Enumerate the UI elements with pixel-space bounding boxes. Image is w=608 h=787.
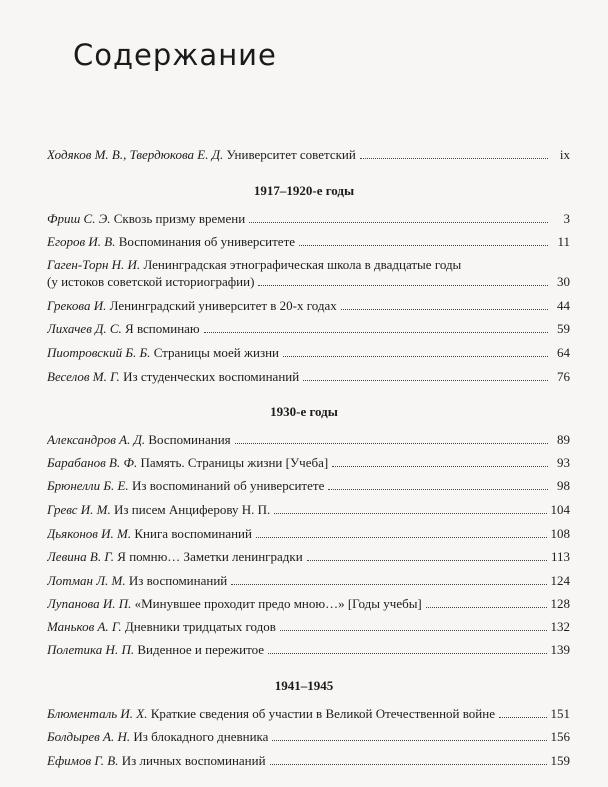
entry-title: «Минувшее проходит предо мною…» [Годы учебы] bbox=[134, 596, 422, 611]
leader-dots bbox=[299, 245, 548, 246]
entry-author: Пиотровский Б. Б. bbox=[47, 345, 151, 360]
entry-title: Дневники тридцатых годов bbox=[124, 619, 276, 634]
toc-entry[interactable] bbox=[47, 210, 570, 227]
entry-title: Из блокадного дневника bbox=[133, 729, 269, 744]
entry-author: Гревс И. М. bbox=[47, 502, 111, 517]
entry-author: Гаген-Торн Н. И. bbox=[47, 257, 141, 272]
entry-title: Из личных воспоминаний bbox=[121, 753, 266, 768]
entry-page: 139 bbox=[550, 642, 570, 657]
leader-dots bbox=[204, 332, 548, 333]
entry-title: Я помню… Заметки ленинградки bbox=[117, 549, 303, 564]
entry-author: Грекова И. bbox=[47, 298, 107, 313]
toc-entry[interactable] bbox=[47, 368, 570, 385]
leader-dots bbox=[258, 285, 548, 286]
leader-dots bbox=[256, 537, 547, 538]
entry-author: Лихачев Д. С. bbox=[47, 321, 122, 336]
entry-page: 93 bbox=[557, 455, 570, 470]
entry-page: 76 bbox=[557, 369, 570, 384]
entry-author: Ефимов Г. В. bbox=[47, 753, 119, 768]
entry-author: Блюменталь И. Х. bbox=[47, 706, 148, 721]
entry-page: 128 bbox=[550, 596, 570, 611]
leader-dots bbox=[303, 380, 548, 381]
entry-author: Левина В. Г. bbox=[47, 549, 115, 564]
toc-entry[interactable] bbox=[47, 572, 570, 589]
toc-entry[interactable] bbox=[47, 728, 570, 745]
entry-title: Краткие сведения об участии в Великой Отечественной войне bbox=[150, 706, 495, 721]
leader-dots bbox=[328, 489, 548, 490]
entry-author: Лупанова И. П. bbox=[47, 596, 132, 611]
entry-title: Из писем Анциферову Н. П. bbox=[114, 502, 271, 517]
toc-entry[interactable] bbox=[47, 641, 570, 658]
entry-author: Барабанов В. Ф. bbox=[47, 455, 138, 470]
entry-page: 64 bbox=[557, 345, 570, 360]
toc-entry[interactable] bbox=[47, 705, 570, 722]
entry-page: 11 bbox=[557, 234, 570, 249]
entry-page: 98 bbox=[557, 478, 570, 493]
entry-page: 44 bbox=[557, 298, 570, 313]
leader-dots bbox=[272, 740, 546, 741]
entry-title: Ленинградская этнографическая школа в двадцатые годы bbox=[143, 257, 462, 272]
leader-dots bbox=[341, 309, 548, 310]
leader-dots bbox=[235, 443, 548, 444]
entry-author: Егоров И. В. bbox=[47, 234, 116, 249]
toc-entry[interactable] bbox=[47, 525, 570, 542]
entry-title: Память. Страницы жизни [Учеба] bbox=[140, 455, 329, 470]
entry-title: Из воспоминаний об университете bbox=[131, 478, 325, 493]
toc-entry[interactable] bbox=[47, 431, 570, 448]
toc-entry[interactable] bbox=[47, 344, 570, 361]
toc-entry[interactable] bbox=[47, 256, 570, 290]
entry-author: Полетика Н. П. bbox=[47, 642, 135, 657]
leader-dots bbox=[231, 584, 546, 585]
toc-entry[interactable] bbox=[47, 548, 570, 565]
leader-dots bbox=[270, 764, 547, 765]
entry-page: 113 bbox=[550, 549, 570, 564]
entry-author: Ходяков М. В., Твердюкова Е. Д. bbox=[47, 147, 224, 162]
toc-entry-intro[interactable] bbox=[47, 146, 570, 163]
entry-title: Из воспоминаний bbox=[128, 573, 228, 588]
section-heading-1941: 1941–1945 bbox=[274, 678, 334, 693]
entry-author: Болдырев А. Н. bbox=[47, 729, 131, 744]
entry-page: 159 bbox=[550, 753, 570, 768]
toc-entry[interactable] bbox=[47, 320, 570, 337]
entry-title: Воспоминания bbox=[148, 432, 231, 447]
leader-dots bbox=[307, 560, 547, 561]
toc-entry[interactable] bbox=[47, 501, 570, 518]
toc-entry[interactable] bbox=[47, 454, 570, 471]
entry-page: 59 bbox=[557, 321, 570, 336]
entry-author: Брюнелли Б. Е. bbox=[47, 478, 129, 493]
entry-page: 89 bbox=[557, 432, 570, 447]
entry-page: 104 bbox=[550, 502, 570, 517]
toc-entry[interactable] bbox=[47, 233, 570, 250]
entry-page: ix bbox=[559, 147, 570, 162]
leader-dots bbox=[360, 158, 548, 159]
entry-author: Дьяконов И. М. bbox=[47, 526, 132, 541]
entry-title: Страницы моей жизни bbox=[153, 345, 280, 360]
toc-entry[interactable] bbox=[47, 297, 570, 314]
entry-title-continued: (у истоков советской историографии) bbox=[47, 274, 255, 289]
entry-title: Из студенческих воспоминаний bbox=[123, 369, 300, 384]
entry-page: 3 bbox=[563, 211, 570, 226]
entry-title: Ленинградский университет в 20-х годах bbox=[109, 298, 337, 313]
leader-dots bbox=[249, 222, 548, 223]
entry-page: 132 bbox=[550, 619, 570, 634]
leader-dots bbox=[426, 607, 547, 608]
entry-title: Университет советский bbox=[226, 147, 356, 162]
leader-dots bbox=[274, 513, 546, 514]
leader-dots bbox=[499, 717, 547, 718]
page-title: Содержание bbox=[73, 38, 277, 72]
section-heading-1930: 1930-е годы bbox=[270, 404, 338, 419]
toc-entry[interactable] bbox=[47, 752, 570, 769]
entry-title: Сквозь призму времени bbox=[113, 211, 246, 226]
entry-page: 108 bbox=[550, 526, 570, 541]
leader-dots bbox=[283, 356, 548, 357]
entry-page: 151 bbox=[550, 706, 570, 721]
entry-title: Воспоминания об университете bbox=[118, 234, 296, 249]
toc-entry[interactable] bbox=[47, 595, 570, 612]
entry-page: 124 bbox=[550, 573, 570, 588]
leader-dots bbox=[280, 630, 547, 631]
entry-page: 156 bbox=[550, 729, 570, 744]
entry-title: Книга воспоминаний bbox=[134, 526, 252, 541]
entry-author: Маньков А. Г. bbox=[47, 619, 122, 634]
entry-page: 30 bbox=[557, 274, 570, 289]
entry-author: Лотман Л. М. bbox=[47, 573, 126, 588]
leader-dots bbox=[332, 466, 548, 467]
entry-title: Я вспоминаю bbox=[125, 321, 200, 336]
toc-entry[interactable] bbox=[47, 618, 570, 635]
toc-entry[interactable] bbox=[47, 477, 570, 494]
section-heading-1917: 1917–1920-е годы bbox=[253, 183, 355, 198]
entry-author: Фриш С. Э. bbox=[47, 211, 111, 226]
entry-author: Александров А. Д. bbox=[47, 432, 146, 447]
entry-title: Виденное и пережитое bbox=[137, 642, 265, 657]
entry-author: Веселов М. Г. bbox=[47, 369, 120, 384]
leader-dots bbox=[268, 653, 546, 654]
